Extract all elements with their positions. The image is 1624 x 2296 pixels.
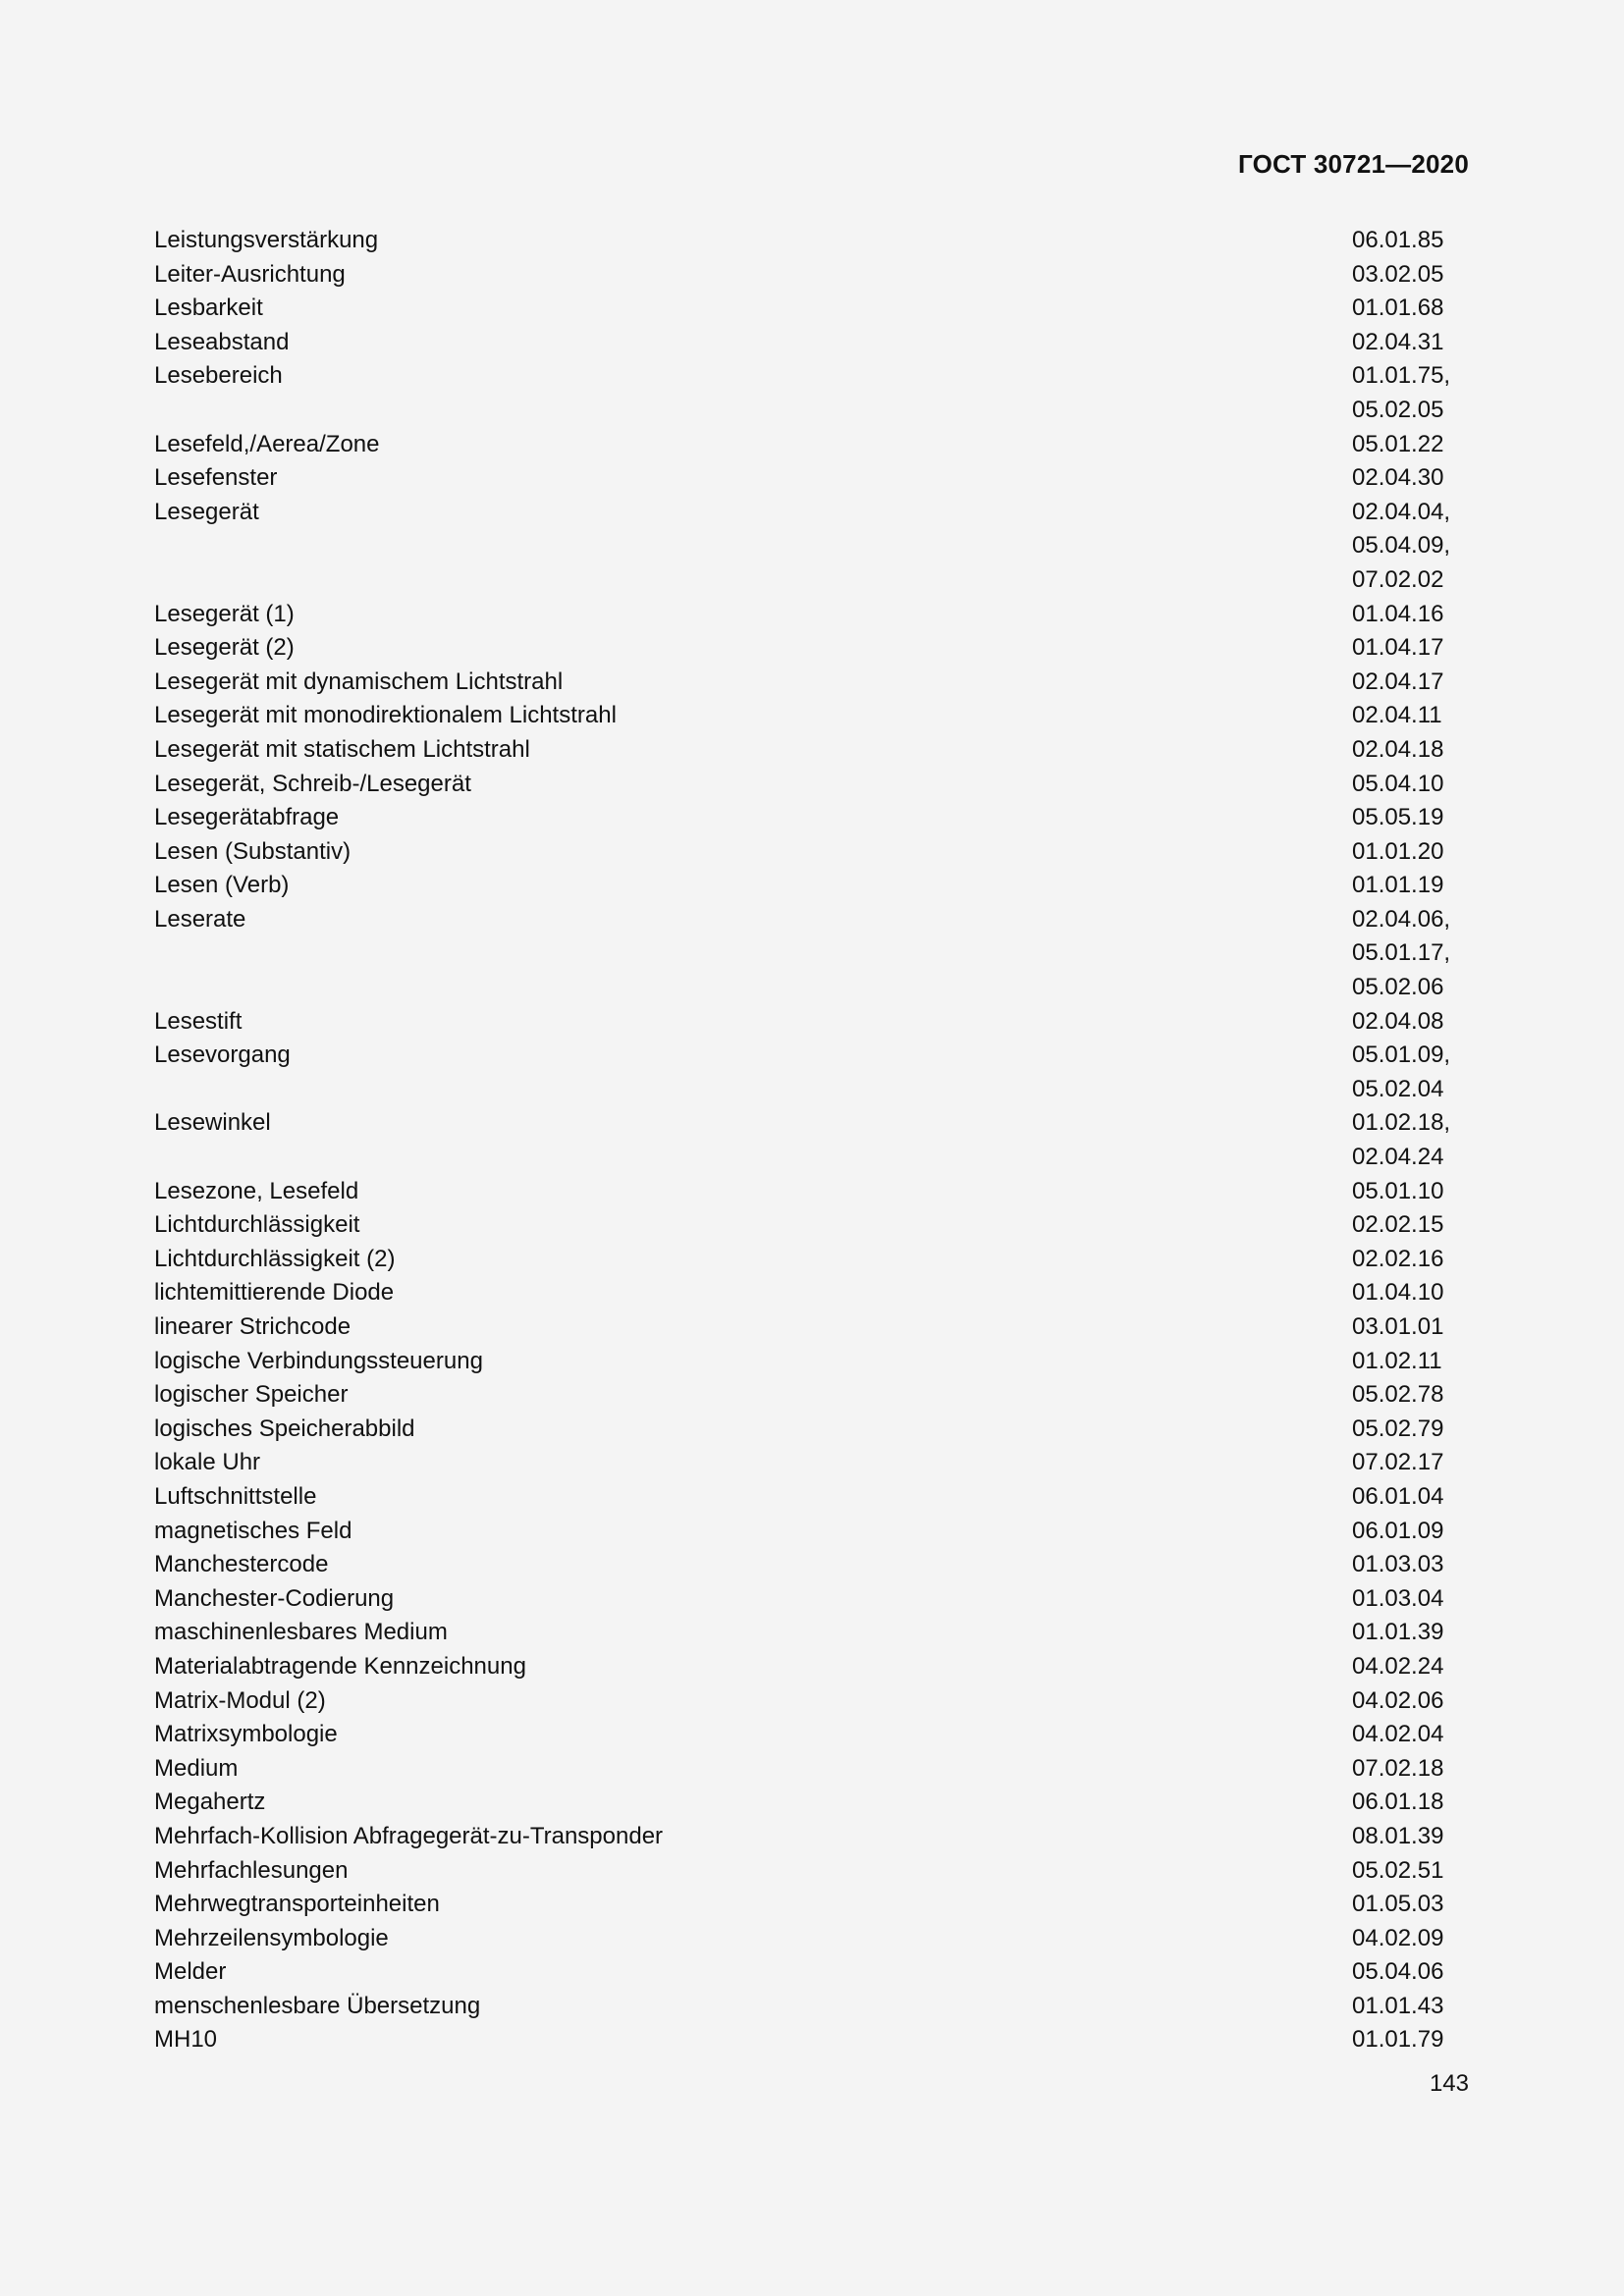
index-codes <box>1352 835 1470 870</box>
index-entry <box>154 1650 1470 1684</box>
index-term: Medium <box>154 1754 239 1782</box>
index-term: magnetisches Feld <box>154 1517 352 1544</box>
index-entry <box>154 1378 1470 1413</box>
index-entry <box>154 768 1470 802</box>
index-term: Mehrzeilensymbologie <box>154 1924 389 1951</box>
index-code: 05.04.09, <box>1352 532 1451 560</box>
index-term: linearer Strichcode <box>154 1313 352 1340</box>
index-code: 01.02.18, <box>1352 1109 1451 1137</box>
index-codes <box>1352 1378 1470 1413</box>
index-codes <box>1352 1175 1470 1209</box>
index-code: 06.01.85 <box>1352 227 1444 253</box>
index-entry <box>154 631 1470 666</box>
index-codes <box>1352 666 1470 700</box>
index-entry <box>154 1243 1470 1277</box>
index-term: Lesefenster <box>154 464 278 492</box>
index-term: Leistungsverstärkung <box>154 227 379 253</box>
index-codes <box>1352 461 1470 496</box>
index-code: 05.01.10 <box>1352 1177 1444 1204</box>
index-code: 04.02.04 <box>1352 1721 1444 1748</box>
index-entry <box>154 2023 1470 2057</box>
index-codes <box>1352 1345 1470 1379</box>
index-code: 01.04.16 <box>1352 600 1444 627</box>
index-codes <box>1352 496 1470 598</box>
index-entry <box>154 461 1470 496</box>
index-code: 05.05.19 <box>1352 804 1444 831</box>
index-code: 05.04.06 <box>1352 1958 1444 1986</box>
index-term: Lesegerät (2) <box>154 634 295 662</box>
index-codes <box>1352 1650 1470 1684</box>
index-term: logisches Speicherabbild <box>154 1415 415 1442</box>
index-term: Lesewinkel <box>154 1109 271 1137</box>
index-code: 07.02.17 <box>1352 1449 1444 1476</box>
index-entry <box>154 1548 1470 1582</box>
index-codes <box>1352 292 1470 326</box>
index-term: Lesegerät mit monodirektionalem Lichtstrahl <box>154 702 617 729</box>
index-code: 02.04.24 <box>1352 1144 1444 1171</box>
index-term: menschenlesbare Übersetzung <box>154 1992 481 2019</box>
index-code: 07.02.02 <box>1352 565 1444 593</box>
index-code: 06.01.09 <box>1352 1517 1444 1544</box>
index-codes <box>1352 1548 1470 1582</box>
index-code: 05.02.04 <box>1352 1075 1444 1102</box>
index-code: 02.04.17 <box>1352 667 1444 695</box>
index-entry <box>154 1345 1470 1379</box>
index-code: 01.04.17 <box>1352 634 1444 662</box>
index-entry <box>154 1820 1470 1854</box>
index-entry <box>154 428 1470 462</box>
page-number: 143 <box>1429 2070 1469 2097</box>
index-codes <box>1352 768 1470 802</box>
index-code: 05.04.10 <box>1352 770 1444 797</box>
index-term: MH10 <box>154 2026 218 2054</box>
index-term: Lesevorgang <box>154 1041 291 1069</box>
index-entry <box>154 1310 1470 1345</box>
index-term: maschinenlesbares Medium <box>154 1619 448 1646</box>
index-codes <box>1352 428 1470 462</box>
index-entry <box>154 1888 1470 1922</box>
index-entry <box>154 733 1470 768</box>
index-entry <box>154 1582 1470 1617</box>
index-term: Mehrwegtransporteinheiten <box>154 1891 440 1918</box>
index-term: Lesezone, Lesefeld <box>154 1177 359 1204</box>
index-entry <box>154 598 1470 632</box>
index-term: Mehrfach-Kollision Abfragegerät-zu-Transponder <box>154 1822 664 1849</box>
index-entry <box>154 903 1470 1005</box>
index-term: Matrix-Modul (2) <box>154 1686 326 1714</box>
index-entry <box>154 1175 1470 1209</box>
index-code: 05.02.05 <box>1352 396 1444 423</box>
index-entry <box>154 1276 1470 1310</box>
index-term: Leseabstand <box>154 328 290 355</box>
index-term: Manchestercode <box>154 1551 329 1578</box>
index-codes <box>1352 631 1470 666</box>
index-code: 01.01.20 <box>1352 837 1444 865</box>
index-term: logischer Speicher <box>154 1381 349 1409</box>
index-term: Lesen (Substantiv) <box>154 837 352 865</box>
index-term: Materialabtragende Kennzeichnung <box>154 1652 526 1680</box>
index-codes <box>1352 1005 1470 1040</box>
index-code: 04.02.06 <box>1352 1686 1444 1714</box>
index-code: 03.01.01 <box>1352 1313 1444 1340</box>
index-codes <box>1352 1413 1470 1447</box>
index-term: Lesefeld,/Aerea/Zone <box>154 430 380 457</box>
index-term: Lesen (Verb) <box>154 872 290 899</box>
index-entry <box>154 1515 1470 1549</box>
index-codes <box>1352 1208 1470 1243</box>
index-codes <box>1352 1106 1470 1174</box>
index-codes <box>1352 1616 1470 1650</box>
index-code: 05.02.79 <box>1352 1415 1444 1442</box>
index-term: Lesegerät (1) <box>154 600 295 627</box>
index-entry <box>154 359 1470 427</box>
index-entry <box>154 1039 1470 1106</box>
index-code: 01.01.19 <box>1352 872 1444 899</box>
index-term: Matrixsymbologie <box>154 1721 338 1748</box>
index-entry <box>154 1616 1470 1650</box>
index-code: 01.05.03 <box>1352 1891 1444 1918</box>
index-entry <box>154 835 1470 870</box>
index-entry <box>154 1684 1470 1719</box>
index-code: 05.01.22 <box>1352 430 1444 457</box>
index-codes <box>1352 801 1470 835</box>
index-entry <box>154 1854 1470 1889</box>
index-code: 04.02.24 <box>1352 1652 1444 1680</box>
index-entry <box>154 1752 1470 1787</box>
index-code: 06.01.04 <box>1352 1482 1444 1510</box>
index-code: 05.02.78 <box>1352 1381 1444 1409</box>
index-codes <box>1352 1888 1470 1922</box>
standard-designation: ГОСТ 30721—2020 <box>1238 149 1469 179</box>
index-term: lokale Uhr <box>154 1449 261 1476</box>
index-codes <box>1352 326 1470 360</box>
index-code: 02.04.31 <box>1352 328 1444 355</box>
index-term: Lesegerät, Schreib-/Lesegerät <box>154 770 471 797</box>
index-term: Megahertz <box>154 1789 266 1816</box>
index-code: 02.02.15 <box>1352 1211 1444 1239</box>
index-entry <box>154 1106 1470 1174</box>
index-code: 05.01.17, <box>1352 939 1451 967</box>
index-entry <box>154 1005 1470 1040</box>
index-term: Lichtdurchlässigkeit (2) <box>154 1245 396 1272</box>
index-codes <box>1352 1446 1470 1480</box>
index-term: Leserate <box>154 905 246 933</box>
index-codes <box>1352 733 1470 768</box>
index-term: Lesebereich <box>154 362 283 390</box>
index-codes <box>1352 1039 1470 1106</box>
index-code: 01.01.75, <box>1352 362 1451 390</box>
index-code: 01.01.68 <box>1352 294 1444 322</box>
index-code: 01.01.79 <box>1352 2026 1444 2054</box>
index-code: 01.01.43 <box>1352 1992 1444 2019</box>
index-code: 01.02.11 <box>1352 1347 1442 1374</box>
index-entry <box>154 1480 1470 1515</box>
index-entry <box>154 1208 1470 1243</box>
index-entry <box>154 1922 1470 1956</box>
index-code: 02.04.06, <box>1352 905 1451 933</box>
index-term: Luftschnittstelle <box>154 1482 317 1510</box>
index-code: 02.04.04, <box>1352 498 1451 525</box>
index-term: Melder <box>154 1958 227 1986</box>
index-term: Lesegerät mit statischem Lichtstrahl <box>154 735 530 763</box>
index-entry <box>154 801 1470 835</box>
index-code: 05.01.09, <box>1352 1041 1451 1069</box>
index-codes <box>1352 699 1470 733</box>
index-term: Mehrfachlesungen <box>154 1856 349 1884</box>
index-entry <box>154 699 1470 733</box>
index-entry <box>154 1955 1470 1990</box>
index-codes <box>1352 1310 1470 1345</box>
index-term: Lesbarkeit <box>154 294 263 322</box>
index-code: 02.02.16 <box>1352 1245 1444 1272</box>
index-code: 02.04.08 <box>1352 1007 1444 1035</box>
index-code: 05.02.51 <box>1352 1856 1444 1884</box>
index-codes <box>1352 258 1470 293</box>
index-term: Lesestift <box>154 1007 243 1035</box>
index-code: 07.02.18 <box>1352 1754 1444 1782</box>
index-term: lichtemittierende Diode <box>154 1279 395 1307</box>
index-entry <box>154 1786 1470 1820</box>
index-code: 01.04.10 <box>1352 1279 1444 1307</box>
index-codes <box>1352 1820 1470 1854</box>
index-term: Lesegerät <box>154 498 259 525</box>
index-term: Lesegerät mit dynamischem Lichtstrahl <box>154 667 564 695</box>
index-entry <box>154 1413 1470 1447</box>
index-codes <box>1352 1515 1470 1549</box>
index-code: 05.02.06 <box>1352 974 1444 1001</box>
index-codes <box>1352 1854 1470 1889</box>
index-entry <box>154 1718 1470 1752</box>
index-code: 02.04.30 <box>1352 464 1444 492</box>
index-codes <box>1352 903 1470 1005</box>
index-code: 01.03.04 <box>1352 1584 1444 1612</box>
index-codes <box>1352 359 1470 427</box>
index-entry <box>154 224 1470 258</box>
index-entry <box>154 1446 1470 1480</box>
index-entry <box>154 666 1470 700</box>
index-codes <box>1352 1684 1470 1719</box>
index-code: 01.01.39 <box>1352 1619 1444 1646</box>
index-code: 08.01.39 <box>1352 1822 1444 1849</box>
index-entry <box>154 1990 1470 2024</box>
index-term: Manchester-Codierung <box>154 1584 395 1612</box>
index-code: 02.04.18 <box>1352 735 1444 763</box>
index-codes <box>1352 1922 1470 1956</box>
index-code: 01.03.03 <box>1352 1551 1444 1578</box>
index-term: Lesegerätabfrage <box>154 804 340 831</box>
index-term: logische Verbindungssteuerung <box>154 1347 483 1374</box>
index-entry <box>154 292 1470 326</box>
index-entry <box>154 869 1470 903</box>
index-entry <box>154 258 1470 293</box>
index-codes <box>1352 1582 1470 1617</box>
index-code: 04.02.09 <box>1352 1924 1444 1951</box>
index-codes <box>1352 1990 1470 2024</box>
index-codes <box>1352 1276 1470 1310</box>
index-codes <box>1352 1786 1470 1820</box>
index-codes <box>1352 1955 1470 1990</box>
index-term: Lichtdurchlässigkeit <box>154 1211 360 1239</box>
index-codes <box>1352 1718 1470 1752</box>
index-codes <box>1352 1243 1470 1277</box>
index-entry <box>154 496 1470 598</box>
index-codes <box>1352 1480 1470 1515</box>
index-codes <box>1352 224 1470 258</box>
term-index-list <box>154 224 1470 2057</box>
index-codes <box>1352 598 1470 632</box>
index-codes <box>1352 1752 1470 1787</box>
index-term: Leiter-Ausrichtung <box>154 260 346 288</box>
index-codes <box>1352 869 1470 903</box>
index-codes <box>1352 2023 1470 2057</box>
index-code: 06.01.18 <box>1352 1789 1444 1816</box>
index-code: 03.02.05 <box>1352 260 1444 288</box>
index-entry <box>154 326 1470 360</box>
index-code: 02.04.11 <box>1352 702 1442 729</box>
